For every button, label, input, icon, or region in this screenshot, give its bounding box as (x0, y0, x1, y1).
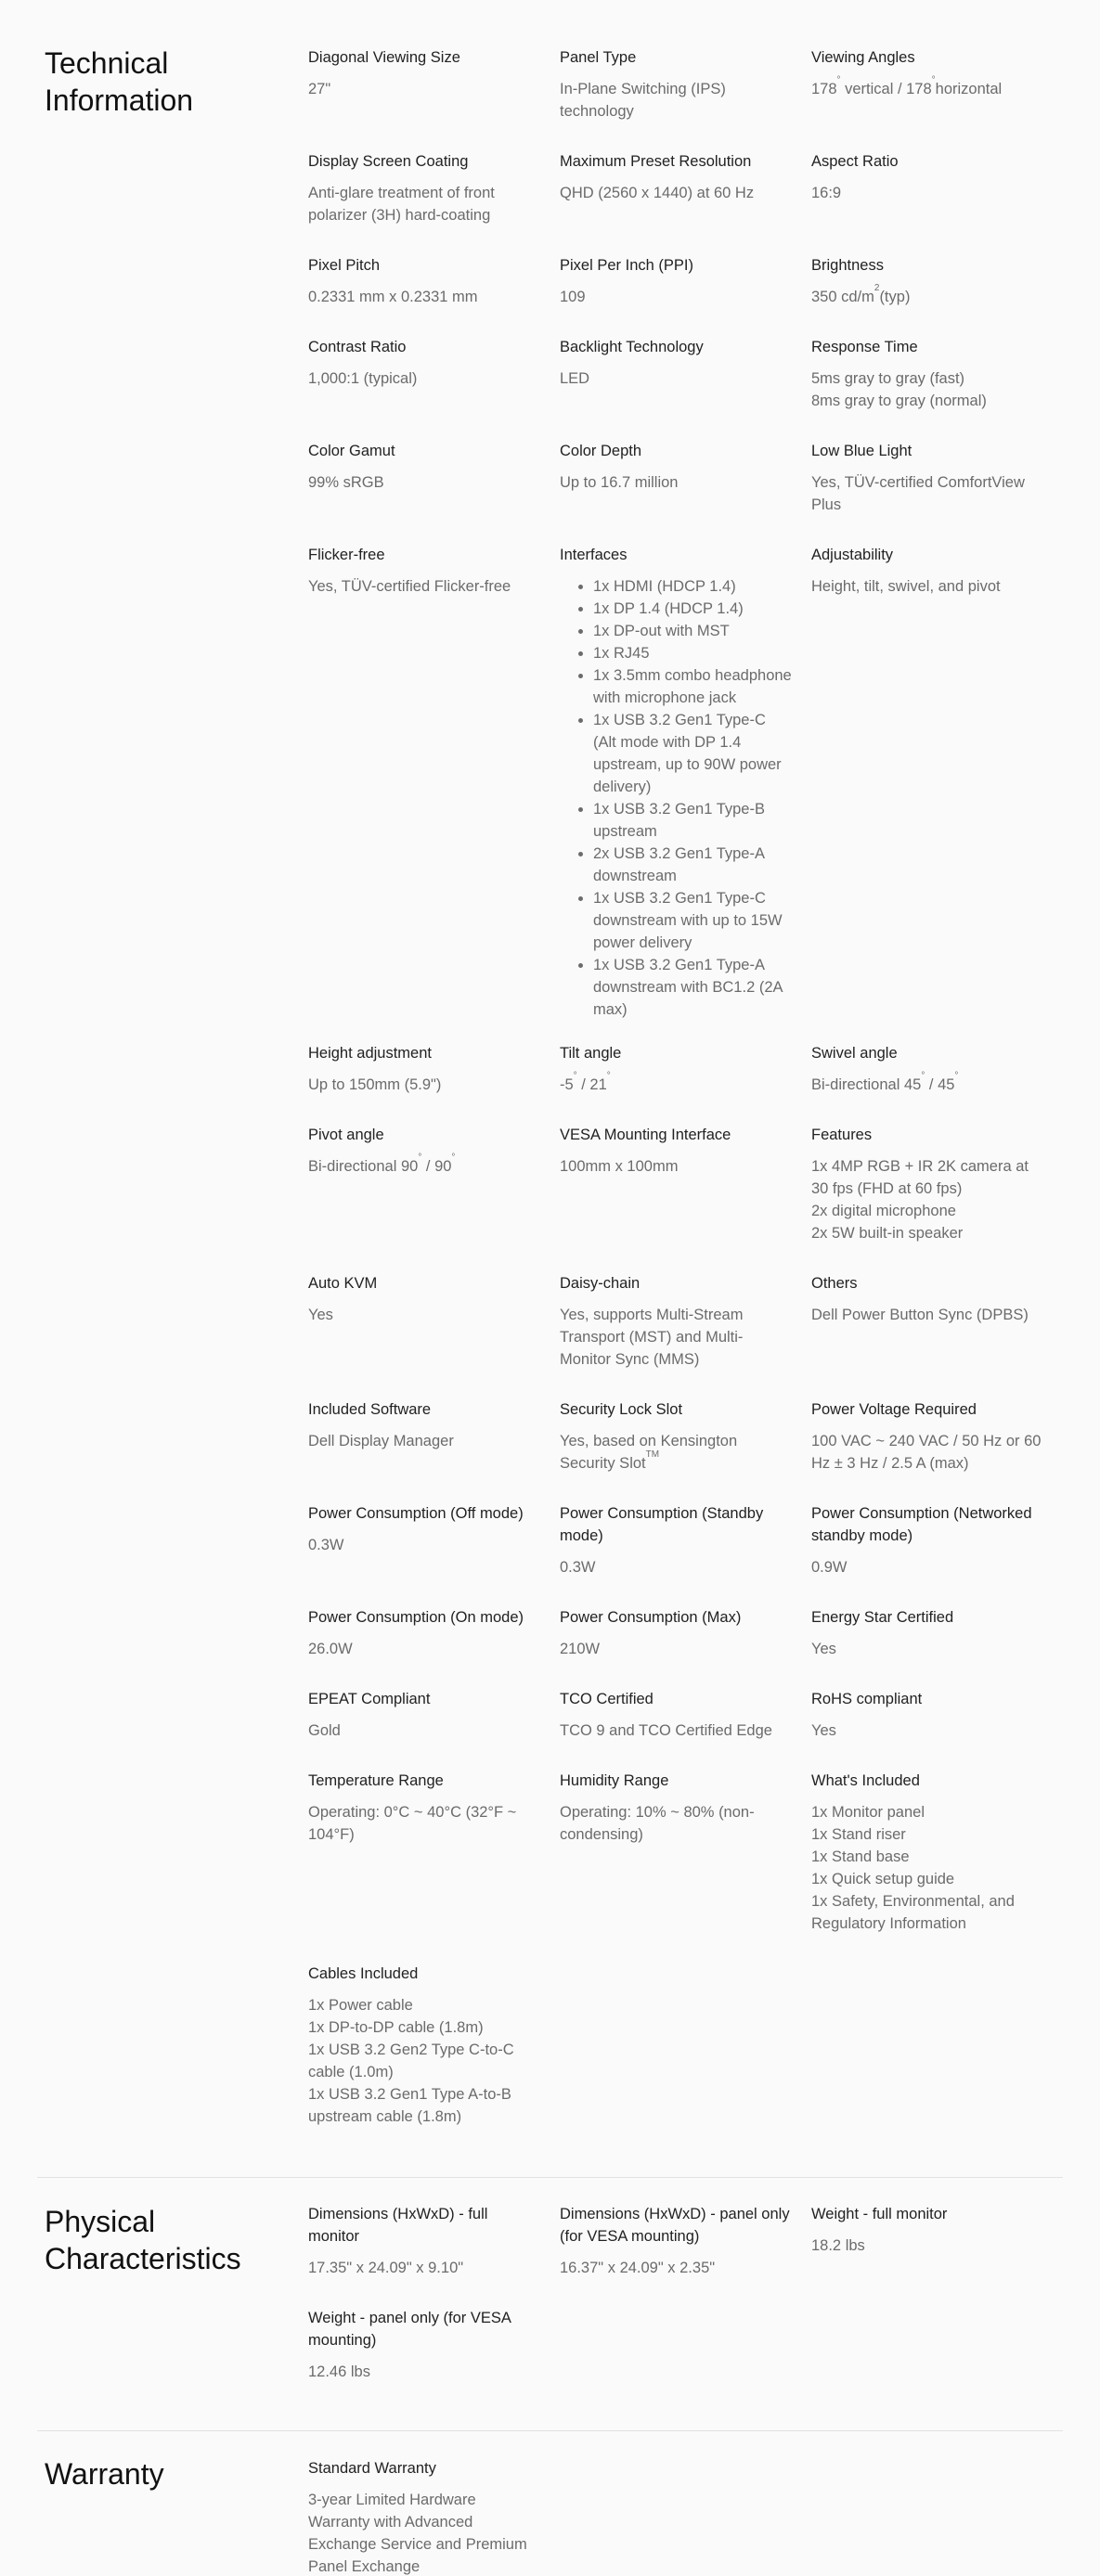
spec-label: Adjustability (811, 547, 894, 563)
spec-value (811, 1155, 1044, 1244)
spec-item-cables-included (308, 1963, 560, 2125)
spec-item-maximum-preset-resolution (560, 150, 811, 254)
spec-label: Daisy-chain (560, 1275, 641, 1292)
spec-item-dimensions-hxwxd-full-monitor (308, 2203, 560, 2307)
spec-item-others (811, 1272, 1063, 1398)
spec-value-line: 1x Safety, Environmental, and Regulatory Information (811, 1893, 1015, 1932)
spec-label: Low Blue Light (811, 443, 912, 459)
spec-value-line: Operating: 0°C ~ 40°C (32°F ~ 104°F) (308, 1804, 517, 1843)
spec-value: 350 $cd/m^2(typ)$ (811, 282, 911, 305)
spec-value-line: Dell Power Button Sync (DPBS) (811, 1307, 1029, 1323)
spec-item-humidity-range (560, 1770, 811, 1963)
spec-value-line: 1x Stand base (811, 1848, 910, 1865)
spec-item-weight-panel-only-for-vesa-mounting (308, 2307, 560, 2389)
spec-item-response-time (811, 336, 1063, 440)
spec-value-line: 16:9 (811, 185, 842, 201)
list-item: • 1x HDMI (HDCP 1.4) (593, 575, 793, 598)
spec-value-line: 100mm x 100mm (560, 1158, 679, 1175)
spec-label: Aspect Ratio (811, 153, 899, 170)
list-item: • 2x USB 3.2 Gen1 Type-A downstream (593, 843, 793, 887)
spec-label: Panel Type (560, 49, 637, 66)
spec-item-power-consumption-off-mode (308, 1502, 560, 1606)
spec-label: Diagonal Viewing Size (308, 49, 460, 66)
spec-item-temperature-range (308, 1770, 560, 1963)
list-item: • 1x USB 3.2 Gen1 Type-C (Alt mode with DP 1.4 upstream, up to 90W power delivery) (593, 709, 793, 798)
empty-cell (560, 1963, 811, 2111)
spec-value-line: Gold (308, 1722, 341, 1739)
spec-value-list (560, 575, 793, 1021)
section-divider (37, 2177, 1063, 2178)
spec-item-flicker-free (308, 544, 560, 1042)
spec-value-line: 2x digital microphone (811, 1203, 956, 1219)
spec-value (308, 1994, 541, 2128)
spec-value-line: 109 (560, 289, 586, 305)
spec-label: Standard Warranty (308, 2460, 436, 2477)
spec-item-interfaces (560, 544, 811, 1042)
list-item: • 1x DP 1.4 (HDCP 1.4) (593, 598, 793, 620)
spec-label: Security Lock Slot (560, 1401, 683, 1418)
spec-grid (308, 46, 1063, 2125)
spec-label: Power Consumption (Off mode) (308, 1505, 524, 1522)
spec-label: Tilt angle (560, 1045, 622, 1062)
spec-label: Power Consumption (Standby mode) (560, 1505, 764, 1544)
spec-value: Bi-directional 45° / 45° (811, 1070, 959, 1093)
section-divider (37, 2430, 1063, 2431)
spec-value-line: Anti-glare treatment of front polarizer (3H) hard-coating (308, 185, 495, 224)
spec-label: Dimensions (HxWxD) - full monitor (308, 2206, 488, 2245)
spec-value-line: 1x Monitor panel (811, 1804, 925, 1821)
spec-value-line: 99% sRGB (308, 474, 384, 491)
spec-label: Backlight Technology (560, 339, 704, 355)
spec-value-line: 26.0W (308, 1641, 353, 1657)
spec-label: Power Consumption (Networked standby mode) (811, 1505, 1032, 1544)
spec-label: Interfaces (560, 547, 628, 563)
spec-item-aspect-ratio (811, 150, 1063, 254)
spec-item-adjustability (811, 544, 1063, 1042)
spec-value (308, 2257, 541, 2279)
spec-label: Brightness (811, 257, 884, 274)
list-item: • 1x USB 3.2 Gen1 Type-C downstream with up to 15W power delivery (593, 887, 793, 954)
spec-value (560, 1719, 793, 1742)
spec-value-line: TCO 9 and TCO Certified Edge (560, 1722, 772, 1739)
spec-label: Maximum Preset Resolution (560, 153, 752, 170)
spec-item-epeat-compliant (308, 1688, 560, 1770)
spec-item-display-screen-coating (308, 150, 560, 254)
spec-value-line: Yes (811, 1641, 836, 1657)
spec-label: VESA Mounting Interface (560, 1127, 731, 1143)
spec-item-power-consumption-standby-mode (560, 1502, 811, 1606)
spec-item-backlight-technology (560, 336, 811, 440)
spec-item-pivot-angle (308, 1124, 560, 1272)
spec-label: Color Depth (560, 443, 642, 459)
empty-cell (560, 2457, 811, 2561)
spec-item-dimensions-hxwxd-panel-only-for-vesa-mounting (560, 2203, 811, 2307)
spec-label: Pivot angle (308, 1127, 384, 1143)
spec-value-line: Up to 16.7 million (560, 474, 679, 491)
spec-value-line: Height, tilt, swivel, and pivot (811, 578, 1001, 595)
empty-cell (811, 1963, 1063, 2111)
spec-grid (308, 2457, 1063, 2575)
spec-item-weight-full-monitor (811, 2203, 1063, 2307)
spec-value (308, 367, 541, 390)
spec-value (308, 1719, 541, 1742)
spec-value (811, 1719, 1044, 1742)
spec-value (811, 1801, 1044, 1935)
spec-value-line: 18.2 lbs (811, 2237, 865, 2254)
spec-value-line: QHD (2560 x 1440) at 60 Hz (560, 185, 755, 201)
spec-item-tco-certified (560, 1688, 811, 1770)
spec-value-line: 0.3W (560, 1559, 596, 1576)
spec-value-line: 1x 4MP RGB + IR 2K camera at 30 fps (FHD at 60 fps) (811, 1158, 1029, 1197)
spec-value: Bi-directional 90° / 90° (308, 1152, 456, 1175)
list-item: • 1x RJ45 (593, 642, 793, 664)
spec-value (560, 1304, 793, 1371)
spec-value (560, 78, 793, 122)
spec-value-line: 1,000:1 (typical) (308, 370, 418, 387)
spec-item-auto-kvm (308, 1272, 560, 1398)
spec-value-line: Yes, TÜV-certified ComfortView Plus (811, 474, 1025, 513)
spec-label: Power Voltage Required (811, 1401, 977, 1418)
spec-value-line: Up to 150mm (5.9") (308, 1076, 442, 1093)
spec-value (308, 1638, 541, 1660)
spec-item-contrast-ratio (308, 336, 560, 440)
spec-label: Viewing Angles (811, 49, 915, 66)
spec-label: Power Consumption (On mode) (308, 1609, 524, 1626)
spec-value-line: Yes, TÜV-certified Flicker-free (308, 578, 511, 595)
section-title: Warranty (45, 2457, 164, 2491)
spec-value (560, 2257, 793, 2279)
empty-cell (811, 2307, 1063, 2389)
spec-value (811, 1638, 1044, 1660)
spec-value (308, 471, 541, 494)
spec-label: Weight - panel only (for VESA mounting) (308, 2310, 511, 2349)
spec-value-line: 1x Quick setup guide (811, 1871, 955, 1887)
spec-value (308, 1801, 541, 1846)
spec-value (308, 1534, 541, 1556)
spec-value-line: Operating: 10% ~ 80% (non-condensing) (560, 1804, 755, 1843)
spec-label: Energy Star Certified (811, 1609, 954, 1626)
spec-item-power-consumption-on-mode (308, 1606, 560, 1688)
section-title: Physical Characteristics (45, 2205, 241, 2275)
spec-value (308, 182, 541, 226)
spec-value (308, 575, 541, 598)
empty-cell (811, 2457, 1063, 2561)
spec-value: Yes, based on Kensington Security Slot™ (560, 1433, 738, 1472)
list-item: • 1x DP-out with MST (593, 620, 793, 642)
spec-value (811, 471, 1044, 516)
spec-value-line: 8ms gray to gray (normal) (811, 393, 987, 409)
spec-label: Humidity Range (560, 1772, 669, 1789)
spec-value-line: 5ms gray to gray (fast) (811, 370, 965, 387)
spec-value-line: 16.37" x 24.09" x 2.35" (560, 2260, 716, 2276)
spec-value (308, 1304, 541, 1326)
spec-item-swivel-angle (811, 1042, 1063, 1124)
spec-value (308, 1430, 541, 1452)
spec-value-line: Dell Display Manager (308, 1433, 454, 1449)
spec-value (308, 78, 541, 100)
spec-value-line: 12.46 lbs (308, 2363, 370, 2380)
spec-item-included-software (308, 1398, 560, 1502)
spec-item-panel-type (560, 46, 811, 150)
spec-label: Contrast Ratio (308, 339, 407, 355)
spec-item-diagonal-viewing-size (308, 46, 560, 150)
spec-value-line: LED (560, 370, 590, 387)
list-item: • 1x 3.5mm combo headphone with microphone jack (593, 664, 793, 709)
spec-item-rohs-compliant (811, 1688, 1063, 1770)
spec-value-line: 0.9W (811, 1559, 848, 1576)
spec-value (308, 2361, 541, 2383)
spec-value-line: Yes, supports Multi-Stream Transport (MST) and Multi-Monitor Sync (MMS) (560, 1307, 744, 1368)
spec-value: -5° / 21° (560, 1070, 611, 1093)
spec-label: Dimensions (HxWxD) - panel only (for VESA mounting) (560, 2206, 790, 2245)
spec-value (811, 1430, 1044, 1475)
spec-value (560, 1556, 793, 1578)
spec-label: Height adjustment (308, 1045, 432, 1062)
spec-value-line: 3-year Limited Hardware Warranty with Advanced Exchange Service and Premium Panel Exchange (308, 2492, 527, 2575)
spec-label: What's Included (811, 1772, 920, 1789)
spec-label: TCO Certified (560, 1691, 654, 1707)
spec-value (308, 286, 541, 308)
spec-item-security-lock-slot (560, 1398, 811, 1502)
spec-value (811, 2235, 1044, 2257)
spec-value (560, 1155, 793, 1178)
spec-value: 178° vertical / 178°horizontal (811, 74, 1003, 97)
spec-value-line: Yes (308, 1307, 333, 1323)
spec-item-viewing-angles (811, 46, 1063, 150)
spec-item-tilt-angle (560, 1042, 811, 1124)
spec-item-what-s-included (811, 1770, 1063, 1963)
spec-item-pixel-per-inch-ppi (560, 254, 811, 336)
spec-label: Weight - full monitor (811, 2206, 948, 2222)
spec-item-energy-star-certified (811, 1606, 1063, 1688)
spec-value-line: 27" (308, 81, 331, 97)
spec-value (811, 367, 1044, 412)
spec-value (560, 575, 793, 1021)
spec-value-line: 1x Stand riser (811, 1826, 906, 1843)
spec-label: Flicker-free (308, 547, 385, 563)
spec-item-pixel-pitch (308, 254, 560, 336)
spec-value (560, 182, 793, 204)
spec-label: RoHS compliant (811, 1691, 923, 1707)
spec-label: Features (811, 1127, 873, 1143)
spec-value (560, 1638, 793, 1660)
spec-value-line: 17.35" x 24.09" x 9.10" (308, 2260, 464, 2276)
spec-label: Power Consumption (Max) (560, 1609, 742, 1626)
spec-value-line: In-Plane Switching (IPS) technology (560, 81, 726, 120)
spec-value-line: 1x Power cable (308, 1997, 413, 2014)
spec-value (811, 575, 1044, 598)
spec-label: Display Screen Coating (308, 153, 469, 170)
spec-item-power-voltage-required (811, 1398, 1063, 1502)
spec-value (560, 1801, 793, 1846)
spec-value-line: 1x DP-to-DP cable (1.8m) (308, 2019, 484, 2036)
spec-value-line: 1x USB 3.2 Gen1 Type A-to-B upstream cable (1.8m) (308, 2086, 511, 2125)
spec-value-line: 0.3W (308, 1537, 344, 1553)
spec-value-line: Yes (811, 1722, 836, 1739)
section-title: Technical Information (45, 46, 194, 117)
spec-item-color-gamut (308, 440, 560, 544)
spec-value-line: 210W (560, 1641, 601, 1657)
spec-value (811, 1304, 1044, 1326)
spec-value-line: 0.2331 mm x 0.2331 mm (308, 289, 478, 305)
spec-value-line: 2x 5W built-in speaker (811, 1225, 964, 1242)
spec-label: Pixel Pitch (308, 257, 381, 274)
spec-item-standard-warranty (308, 2457, 560, 2575)
spec-label: Included Software (308, 1401, 432, 1418)
spec-value (811, 1556, 1044, 1578)
spec-label: Response Time (811, 339, 918, 355)
spec-value (308, 1074, 541, 1096)
spec-item-brightness (811, 254, 1063, 336)
spec-value (811, 182, 1044, 204)
spec-label: Swivel angle (811, 1045, 898, 1062)
spec-item-height-adjustment (308, 1042, 560, 1124)
spec-label: Cables Included (308, 1965, 419, 1982)
spec-item-daisy-chain (560, 1272, 811, 1398)
spec-item-color-depth (560, 440, 811, 544)
empty-cell (560, 2307, 811, 2389)
spec-grid (308, 2203, 1063, 2389)
spec-label: EPEAT Compliant (308, 1691, 431, 1707)
spec-value-line: 1x USB 3.2 Gen2 Type C-to-C cable (1.0m) (308, 2041, 514, 2080)
spec-value (560, 367, 793, 390)
spec-label: Auto KVM (308, 1275, 378, 1292)
spec-item-vesa-mounting-interface (560, 1124, 811, 1272)
spec-label: Temperature Range (308, 1772, 444, 1789)
spec-value (308, 2489, 541, 2576)
spec-value (560, 286, 793, 308)
list-item: • 1x USB 3.2 Gen1 Type-B upstream (593, 798, 793, 843)
spec-label: Color Gamut (308, 443, 395, 459)
spec-label: Others (811, 1275, 858, 1292)
spec-item-low-blue-light (811, 440, 1063, 544)
spec-value (560, 471, 793, 494)
spec-label: Pixel Per Inch (PPI) (560, 257, 693, 274)
spec-item-features (811, 1124, 1063, 1272)
list-item: • 1x USB 3.2 Gen1 Type-A downstream with BC1.2 (2A max) (593, 954, 793, 1021)
spec-item-power-consumption-max (560, 1606, 811, 1688)
spec-item-power-consumption-networked-standby-mode (811, 1502, 1063, 1606)
spec-value-line: 100 VAC ~ 240 VAC / 50 Hz or 60 Hz ± 3 Hz / 2.5 A (max) (811, 1433, 1042, 1472)
